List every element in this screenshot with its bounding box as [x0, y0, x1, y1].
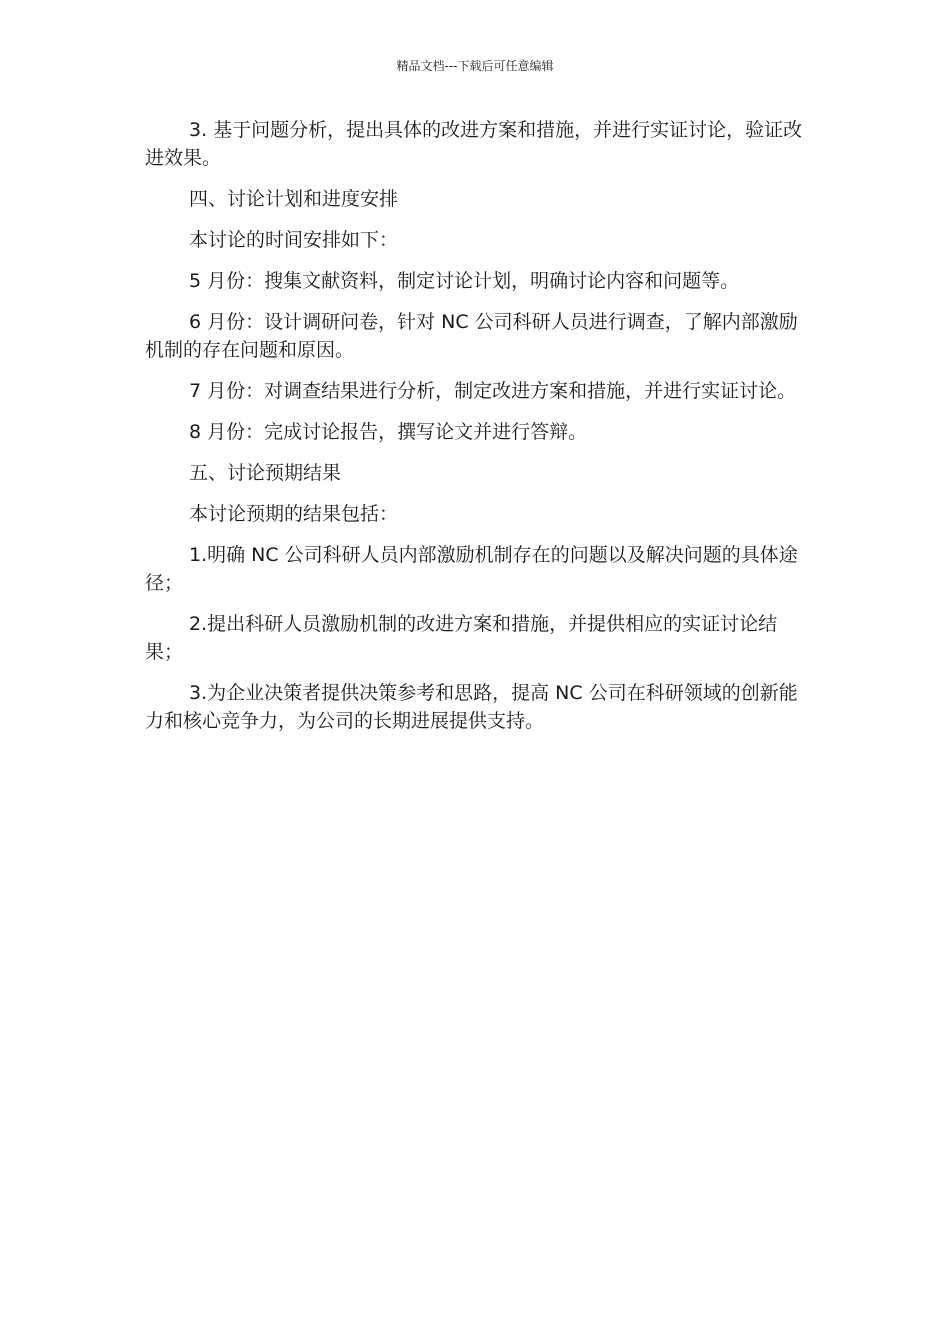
paragraph-july: 7 月份：对调查结果进行分析，制定改进方案和措施，并进行实证讨论。 — [189, 380, 797, 402]
paragraph-result-1: 1.明确 NC 公司科研人员内部激励机制存在的问题以及解决问题的具体途径； — [145, 544, 798, 594]
paragraph-result-2: 2.提出科研人员激励机制的改进方案和措施，并提供相应的实证讨论结果； — [145, 613, 778, 663]
page-header: 精品文档---下载后可任意编辑 — [396, 59, 554, 73]
paragraph-step-3: 3. 基于问题分析，提出具体的改进方案和措施，并进行实证讨论，验证改进效果。 — [145, 119, 803, 169]
paragraph-results-intro: 本讨论预期的结果包括： — [189, 503, 399, 525]
paragraph-august: 8 月份：完成讨论报告，撰写论文并进行答辩。 — [189, 421, 588, 443]
paragraph-may: 5 月份：搜集文献资料，制定讨论计划，明确讨论内容和问题等。 — [189, 270, 740, 292]
section-heading-expected-results: 五、讨论预期结果 — [189, 462, 342, 484]
paragraph-schedule-intro: 本讨论的时间安排如下： — [189, 229, 399, 251]
document-body — [145, 116, 815, 748]
section-heading-schedule: 四、讨论计划和进度安排 — [189, 188, 399, 210]
paragraph-june: 6 月份：设计调研问卷，针对 NC 公司科研人员进行调查，了解内部激励机制的存在问题和原因。 — [145, 311, 798, 361]
paragraph-result-3: 3.为企业决策者提供决策参考和思路，提高 NC 公司在科研领域的创新能力和核心竞争力，为公司的长期进展提供支持。 — [145, 682, 798, 732]
